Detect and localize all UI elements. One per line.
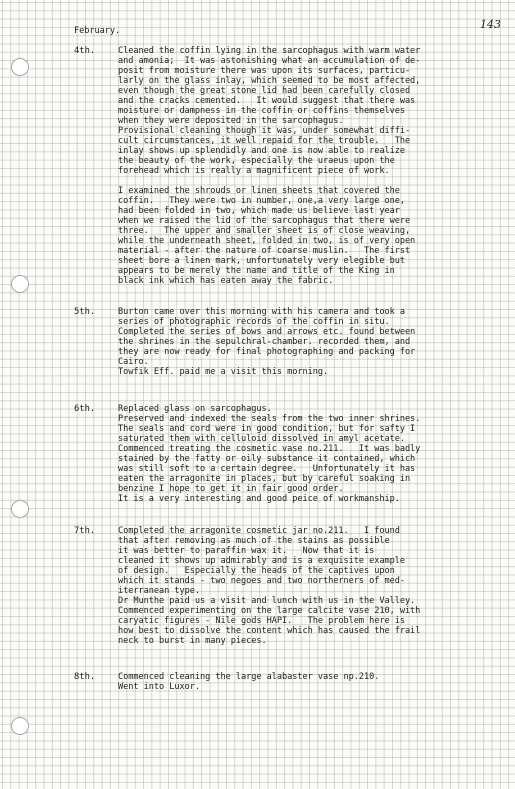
entry-date: 8th.: [74, 672, 96, 682]
punch-hole: [11, 58, 29, 76]
entry-text: Commenced cleaning the large alabaster vase np.210. Went into Luxor.: [118, 672, 380, 692]
page-number: 143: [480, 18, 501, 31]
punch-hole: [11, 717, 29, 735]
entry-date: 4th.: [74, 46, 96, 56]
punch-hole: [11, 500, 29, 518]
entry-text: Cleaned the coffin lying in the sarcophagus with warm water and amonia; It was astonishing what an accumulation of de- posit from moisture there was upon its surfaces, particu- larly on the glass inlay, which seemed to be most affected, even though the great stone lid had been carefully closed and the cracks cemented. It would suggest that there was moisture or dampness in the coffin or coffins themselves when they were deposited in the sarcophagus. Provisional cleaning though it was, under somewhat diffi- cult circumstances, it well repaid for the trouble. The inlay shows up splendidly and one is now able to realize the beauty of the work, especially the uraeus upon the forehead which is really a magnificent piece of work. I examined the shrouds or linen sheets that covered the coffin. They were two in number, one,a very large one, had been folded in two, which made us believe last year when we raised the lid of the sarcophagus that there were three. The upper and smaller sheet is of close weaving, while the underneath sheet, folded in two, is of very open material - after the nature of coarse muslin. The first sheet bore a linen mark, unfortunately very elegible but appears to be merely the name and title of the King in black ink which has eaten away the fabric.: [118, 46, 421, 286]
entry-text: Burton came over this morning with his camera and took a series of photographic records of the coffin in situ. Completed the series of bows and arrows etc. found between the shrines in the sepulchral-chamber. recorded them, and they are now ready for final photographing and packing for Cairo. Towfik Eff. paid me a visit this morning.: [118, 307, 416, 377]
entry-date: 5th.: [74, 307, 96, 317]
entry-date: 6th.: [74, 404, 96, 414]
entry-text: Replaced glass on sarcophagus. Preserved and indexed the seals from the two inner shrines. The seals and cord were in good condition, but for safty I saturated them with celluloid dissolved in amyl acetate. Commenced treating the cosmetic vase no.211. It was badly stained by the fatty or oily substance it contained, which was still soft to a certain degree. Unfortunately it has eaten the arragonite in places, but by careful soaking in benzine I hope to get it in fair good order. It is a very interesting and good peice of workmanship.: [118, 404, 421, 504]
month-heading: February.: [74, 26, 121, 36]
entry-date: 7th.: [74, 526, 96, 536]
punch-hole: [11, 275, 29, 293]
entry-text: Completed the arragonite cosmetic jar no.211. I found that after removing as much of the stains as possible it was better to paraffin wax it. Now that it is cleaned it shows up admirably and is a exquisite example of design. Especially the heads of the captives upon which it stands - two negoes and two northerners of med- iterranean type. Dr Munthe paid us a visit and lunch with us in the Valley. Commenced experimenting on the large calcite vase 210, with caryatic figures - Nile gods HAPI. The problem here is how best to dissolve the content which has caused the frail neck to burst in many pieces.: [118, 526, 421, 646]
